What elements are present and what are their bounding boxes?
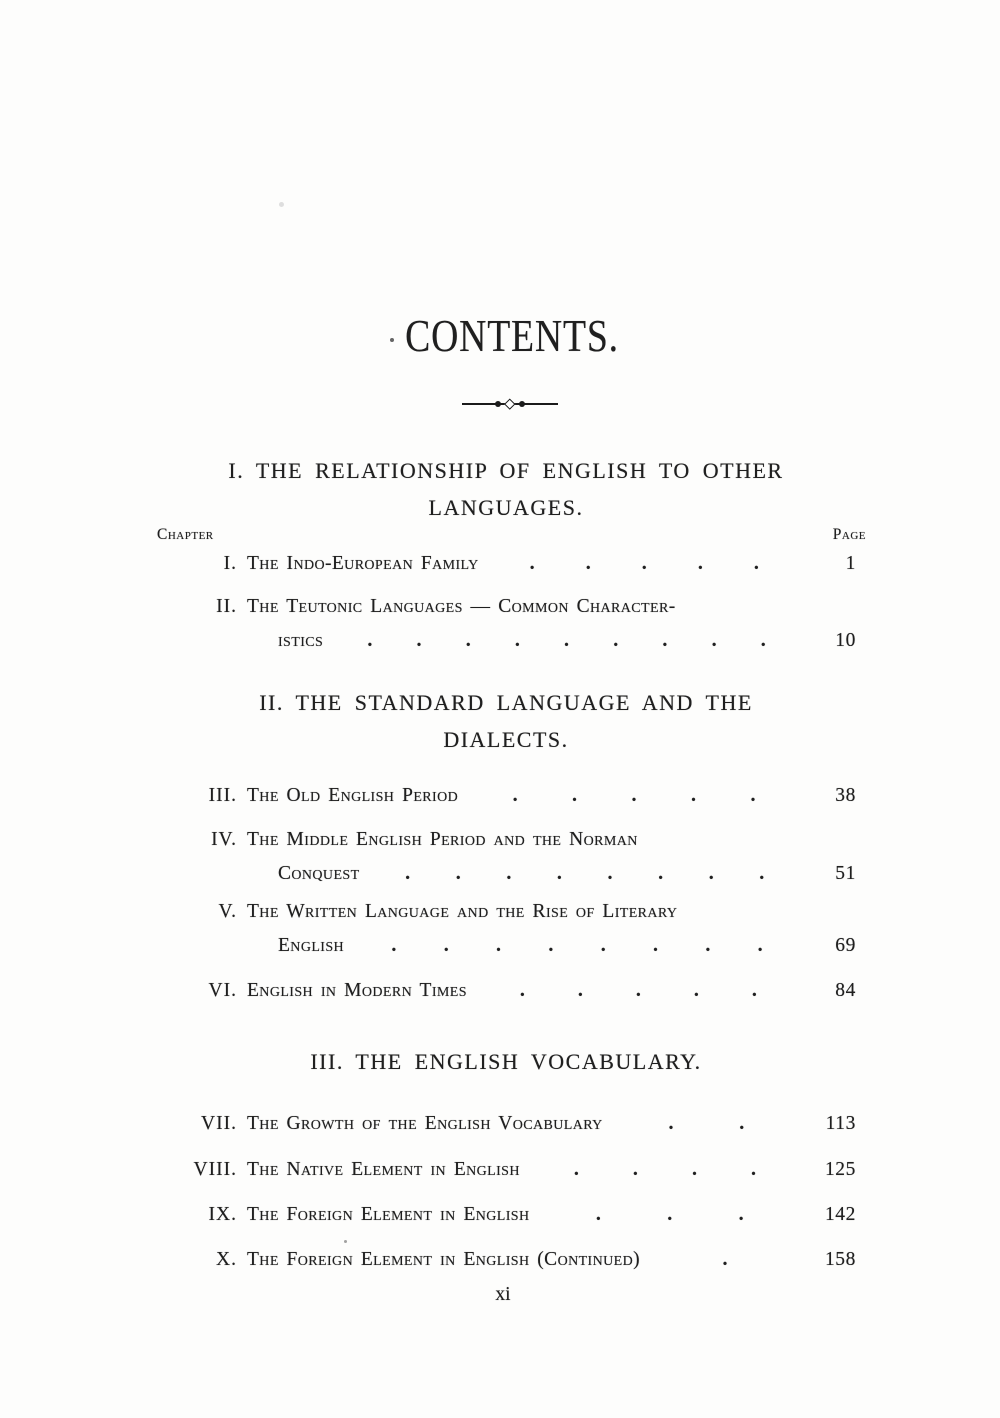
- chapter-numeral: V.: [218, 901, 237, 922]
- section-heading-line: LANGUAGES.: [428, 495, 584, 520]
- leader-dot: .: [635, 979, 641, 1001]
- chapter-numeral: X.: [216, 1249, 237, 1270]
- chapter-numeral: IV.: [211, 829, 237, 850]
- leader-dot: .: [512, 784, 518, 806]
- leader-dot: .: [668, 1112, 674, 1134]
- section-heading-line: III. THE ENGLISH VOCABULARY.: [310, 1049, 702, 1074]
- scan-speck: [344, 1240, 347, 1243]
- toc-entry: [163, 784, 864, 807]
- page-number: 1: [845, 553, 856, 574]
- leader-dot: .: [506, 862, 512, 884]
- leader-dot: .: [416, 629, 422, 651]
- leader-dots: [360, 862, 810, 884]
- section-heading: [0, 684, 1000, 758]
- page-number: 84: [835, 980, 856, 1001]
- scan-speck: [279, 202, 284, 207]
- toc-entry-line: [163, 901, 856, 923]
- leader-dots: [323, 629, 810, 651]
- leader-dot: .: [573, 1158, 579, 1180]
- leader-dot: .: [739, 1112, 745, 1134]
- entry-title: The Growth of the English Vocabulary: [247, 1113, 603, 1134]
- folio-page-number: xi: [495, 1284, 511, 1305]
- leader-dot: .: [705, 934, 711, 956]
- leader-dot: .: [753, 552, 759, 574]
- toc-entry-line: [163, 979, 856, 1002]
- leader-dot: .: [595, 1203, 601, 1225]
- leader-dot: .: [653, 934, 659, 956]
- leader-dot: .: [514, 629, 520, 651]
- toc-entry-line: [163, 552, 856, 575]
- leader-dots: [640, 1248, 810, 1270]
- toc-entry-line: [163, 1248, 856, 1271]
- leader-dot: .: [577, 979, 583, 1001]
- toc-entry-line: [163, 629, 856, 652]
- leader-dots: [479, 552, 810, 574]
- page-number: 69: [835, 935, 856, 956]
- page-number: 51: [835, 863, 856, 884]
- leader-dot: .: [760, 629, 766, 651]
- divider-diamond-icon: [504, 398, 515, 409]
- divider-dot-icon: [519, 401, 525, 407]
- leader-dot: .: [750, 1158, 756, 1180]
- leader-dot: .: [443, 934, 449, 956]
- toc-entry: [163, 1248, 864, 1271]
- section-heading: [0, 452, 1000, 526]
- toc-entry-line: [163, 1112, 856, 1135]
- leader-dots: [458, 784, 810, 806]
- leader-dot: .: [722, 1248, 728, 1270]
- chapter-numeral: VII.: [201, 1113, 237, 1134]
- leader-dot: .: [519, 979, 525, 1001]
- leader-dot: .: [556, 862, 562, 884]
- divider-dot-icon: [495, 401, 501, 407]
- leader-dot: .: [572, 784, 578, 806]
- entry-title: The Indo-European Family: [247, 553, 479, 574]
- leader-dot: .: [693, 979, 699, 1001]
- toc-entry: [163, 552, 864, 575]
- leader-dot: .: [391, 934, 397, 956]
- entry-title: The Native Element in English: [247, 1159, 520, 1180]
- ornamental-divider: [462, 399, 558, 409]
- entry-title: The Written Language and the Rise of Literary: [247, 901, 678, 922]
- toc-entry-line: [163, 862, 856, 885]
- leader-dot: .: [738, 1203, 744, 1225]
- leader-dot: .: [548, 934, 554, 956]
- page-number: 10: [835, 630, 856, 651]
- page-number: 38: [835, 785, 856, 806]
- leader-dot: .: [690, 784, 696, 806]
- toc-entry-line: [163, 1203, 856, 1226]
- leader-dot: .: [658, 862, 664, 884]
- entry-title: The Middle English Period and the Norman: [247, 829, 638, 850]
- entry-title-continued: istics: [278, 630, 324, 651]
- page-title: CONTENTS.: [405, 310, 619, 361]
- entry-title: The Foreign Element in English (Continued): [247, 1249, 640, 1270]
- chapter-numeral: I.: [223, 553, 237, 574]
- leader-dot: .: [465, 629, 471, 651]
- toc-entry-line: [163, 596, 856, 618]
- entry-title: The Teutonic Languages — Common Character-: [247, 596, 676, 617]
- leader-dot: .: [496, 934, 502, 956]
- leader-dots: [467, 979, 810, 1001]
- section-heading-line: DIALECTS.: [443, 727, 569, 752]
- page-number: 158: [824, 1249, 856, 1270]
- leader-dot: .: [667, 1203, 673, 1225]
- section-heading-line: I. THE RELATIONSHIP OF ENGLISH TO OTHER: [228, 458, 784, 483]
- leader-dot: .: [455, 862, 461, 884]
- chapter-numeral: IX.: [208, 1204, 237, 1225]
- chapter-numeral: III.: [208, 785, 237, 806]
- entry-title: English in Modern Times: [247, 980, 467, 1001]
- leader-dot: .: [613, 629, 619, 651]
- toc-entry: [163, 829, 864, 885]
- leader-dot: .: [564, 629, 570, 651]
- leader-dots: [344, 934, 810, 956]
- toc-entry-line: [163, 934, 856, 957]
- toc-entry-line: [163, 829, 856, 851]
- entry-title-continued: English: [278, 935, 345, 956]
- leader-dot: .: [751, 979, 757, 1001]
- leader-dot: .: [662, 629, 668, 651]
- leader-dot: .: [697, 552, 703, 574]
- leader-dot: .: [757, 934, 763, 956]
- leader-dot: .: [750, 784, 756, 806]
- section-heading-line: II. THE STANDARD LANGUAGE AND THE: [259, 690, 753, 715]
- chapter-numeral: VI.: [208, 980, 237, 1001]
- toc-entry: [163, 1203, 864, 1226]
- leader-dot: .: [711, 629, 717, 651]
- toc-entry-line: [163, 1158, 856, 1181]
- section-heading: [0, 1043, 1000, 1080]
- leader-dot: .: [641, 552, 647, 574]
- leader-dot: .: [600, 934, 606, 956]
- toc-entry: [163, 979, 864, 1002]
- leader-dot: .: [405, 862, 411, 884]
- leader-dot: .: [585, 552, 591, 574]
- leader-dots: [603, 1112, 810, 1134]
- leader-dot: .: [631, 784, 637, 806]
- page-number: 113: [825, 1113, 856, 1134]
- leader-dot: .: [632, 1158, 638, 1180]
- toc-entry: [163, 1112, 864, 1135]
- page-number: 142: [824, 1204, 856, 1225]
- toc-entry: [163, 596, 864, 652]
- leader-dot: .: [691, 1158, 697, 1180]
- toc-entry-line: [163, 784, 856, 807]
- leader-dot: .: [759, 862, 765, 884]
- leader-dot: .: [708, 862, 714, 884]
- page-number: 125: [824, 1159, 856, 1180]
- column-header-page: Page: [832, 526, 866, 543]
- column-headers: [157, 526, 866, 544]
- toc-entry: [163, 901, 864, 957]
- entry-title-continued: Conquest: [278, 863, 360, 884]
- chapter-numeral: II.: [216, 596, 237, 617]
- leader-dot: .: [607, 862, 613, 884]
- chapter-numeral: VIII.: [193, 1159, 237, 1180]
- column-header-chapter: Chapter: [157, 526, 214, 543]
- toc-entry: [163, 1158, 864, 1181]
- leader-dots: [530, 1203, 811, 1225]
- entry-title: The Old English Period: [247, 785, 459, 806]
- entry-title: The Foreign Element in English: [247, 1204, 530, 1225]
- leader-dot: .: [529, 552, 535, 574]
- leader-dot: .: [367, 629, 373, 651]
- leader-dots: [520, 1158, 810, 1180]
